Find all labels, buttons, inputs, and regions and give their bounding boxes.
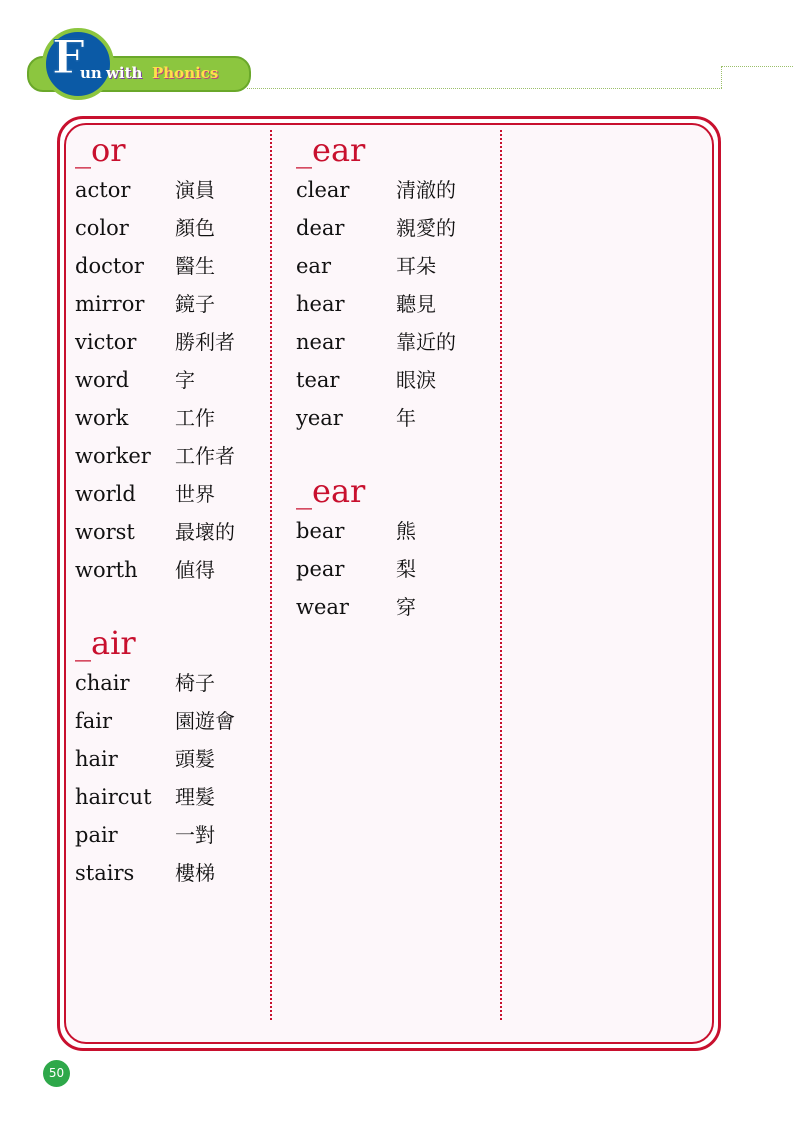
logo-un: un <box>80 64 102 82</box>
word-row <box>75 437 275 475</box>
chinese-meaning: 穿 <box>396 595 416 619</box>
english-word: fair <box>75 709 113 733</box>
chinese-meaning: 椅子 <box>175 671 215 695</box>
chinese-meaning: 園遊會 <box>175 709 235 733</box>
word-row <box>296 171 496 209</box>
word-row <box>296 399 496 437</box>
english-word: year <box>296 406 343 430</box>
english-word: worst <box>75 520 135 544</box>
chinese-meaning: 工作 <box>175 406 215 430</box>
word-row <box>75 361 275 399</box>
english-word: dear <box>296 216 345 240</box>
chinese-meaning: 頭髮 <box>175 747 215 771</box>
chinese-meaning: 梨 <box>396 557 416 581</box>
chinese-meaning: 清澈的 <box>396 178 456 202</box>
chinese-meaning: 眼淚 <box>396 368 436 392</box>
english-word: actor <box>75 178 131 202</box>
chinese-meaning: 親愛的 <box>396 216 456 240</box>
chinese-meaning: 鏡子 <box>175 292 215 316</box>
chinese-meaning: 聽見 <box>396 292 436 316</box>
chinese-meaning: 年 <box>396 406 416 430</box>
logo-phonics: Phonics <box>152 64 219 82</box>
word-column-1 <box>75 130 275 892</box>
chinese-meaning: 値得 <box>175 558 215 582</box>
english-word: pair <box>75 823 118 847</box>
english-word: victor <box>75 330 137 354</box>
word-row <box>296 512 496 550</box>
word-column-2 <box>296 130 496 626</box>
column-divider <box>500 130 502 1020</box>
chinese-meaning: 字 <box>175 368 195 392</box>
page-number: 50 <box>43 1060 70 1087</box>
english-word: clear <box>296 178 350 202</box>
header-dotted-line <box>247 88 722 89</box>
word-row <box>296 323 496 361</box>
chinese-meaning: 世界 <box>175 482 215 506</box>
word-row <box>75 171 275 209</box>
word-row <box>75 778 275 816</box>
header-dotted-line <box>721 66 722 88</box>
english-word: work <box>75 406 129 430</box>
word-row <box>75 399 275 437</box>
logo-with: with <box>106 64 143 82</box>
word-row <box>75 854 275 892</box>
english-word: haircut <box>75 785 152 809</box>
english-word: mirror <box>75 292 145 316</box>
word-row <box>75 816 275 854</box>
chinese-meaning: 耳朵 <box>396 254 436 278</box>
word-row <box>75 247 275 285</box>
chinese-meaning: 靠近的 <box>396 330 456 354</box>
chinese-meaning: 工作者 <box>175 444 235 468</box>
word-row <box>296 588 496 626</box>
chinese-meaning: 熊 <box>396 519 416 543</box>
english-word: pear <box>296 557 345 581</box>
english-word: stairs <box>75 861 135 885</box>
word-row <box>75 323 275 361</box>
chinese-meaning: 勝利者 <box>175 330 235 354</box>
english-word: doctor <box>75 254 144 278</box>
word-row <box>75 551 275 589</box>
section-heading: _ear <box>296 131 366 169</box>
chinese-meaning: 醫生 <box>175 254 215 278</box>
english-word: ear <box>296 254 331 278</box>
chinese-meaning: 樓梯 <box>175 861 215 885</box>
english-word: worker <box>75 444 151 468</box>
chinese-meaning: 顏色 <box>175 216 215 240</box>
section-heading: _ear <box>296 472 366 510</box>
english-word: hear <box>296 292 345 316</box>
word-row <box>296 209 496 247</box>
word-row <box>75 740 275 778</box>
word-row <box>75 664 275 702</box>
chinese-meaning: 演員 <box>175 178 215 202</box>
chinese-meaning: 理髮 <box>175 785 215 809</box>
english-word: worth <box>75 558 138 582</box>
word-row <box>296 285 496 323</box>
word-row <box>75 209 275 247</box>
english-word: word <box>75 368 130 392</box>
english-word: tear <box>296 368 340 392</box>
english-word: near <box>296 330 345 354</box>
english-word: color <box>75 216 129 240</box>
section-heading: _air <box>75 624 136 662</box>
word-row <box>296 550 496 588</box>
chinese-meaning: 一對 <box>175 823 215 847</box>
chinese-meaning: 最壞的 <box>175 520 235 544</box>
english-word: hair <box>75 747 118 771</box>
english-word: world <box>75 482 136 506</box>
word-row <box>296 361 496 399</box>
word-row <box>296 247 496 285</box>
english-word: bear <box>296 519 345 543</box>
word-row <box>75 513 275 551</box>
header-dotted-line <box>721 66 793 67</box>
word-row <box>75 285 275 323</box>
word-row <box>75 702 275 740</box>
logo-letter-f: F <box>52 30 85 84</box>
english-word: chair <box>75 671 130 695</box>
word-row <box>75 475 275 513</box>
section-heading: _or <box>75 131 126 169</box>
english-word: wear <box>296 595 349 619</box>
